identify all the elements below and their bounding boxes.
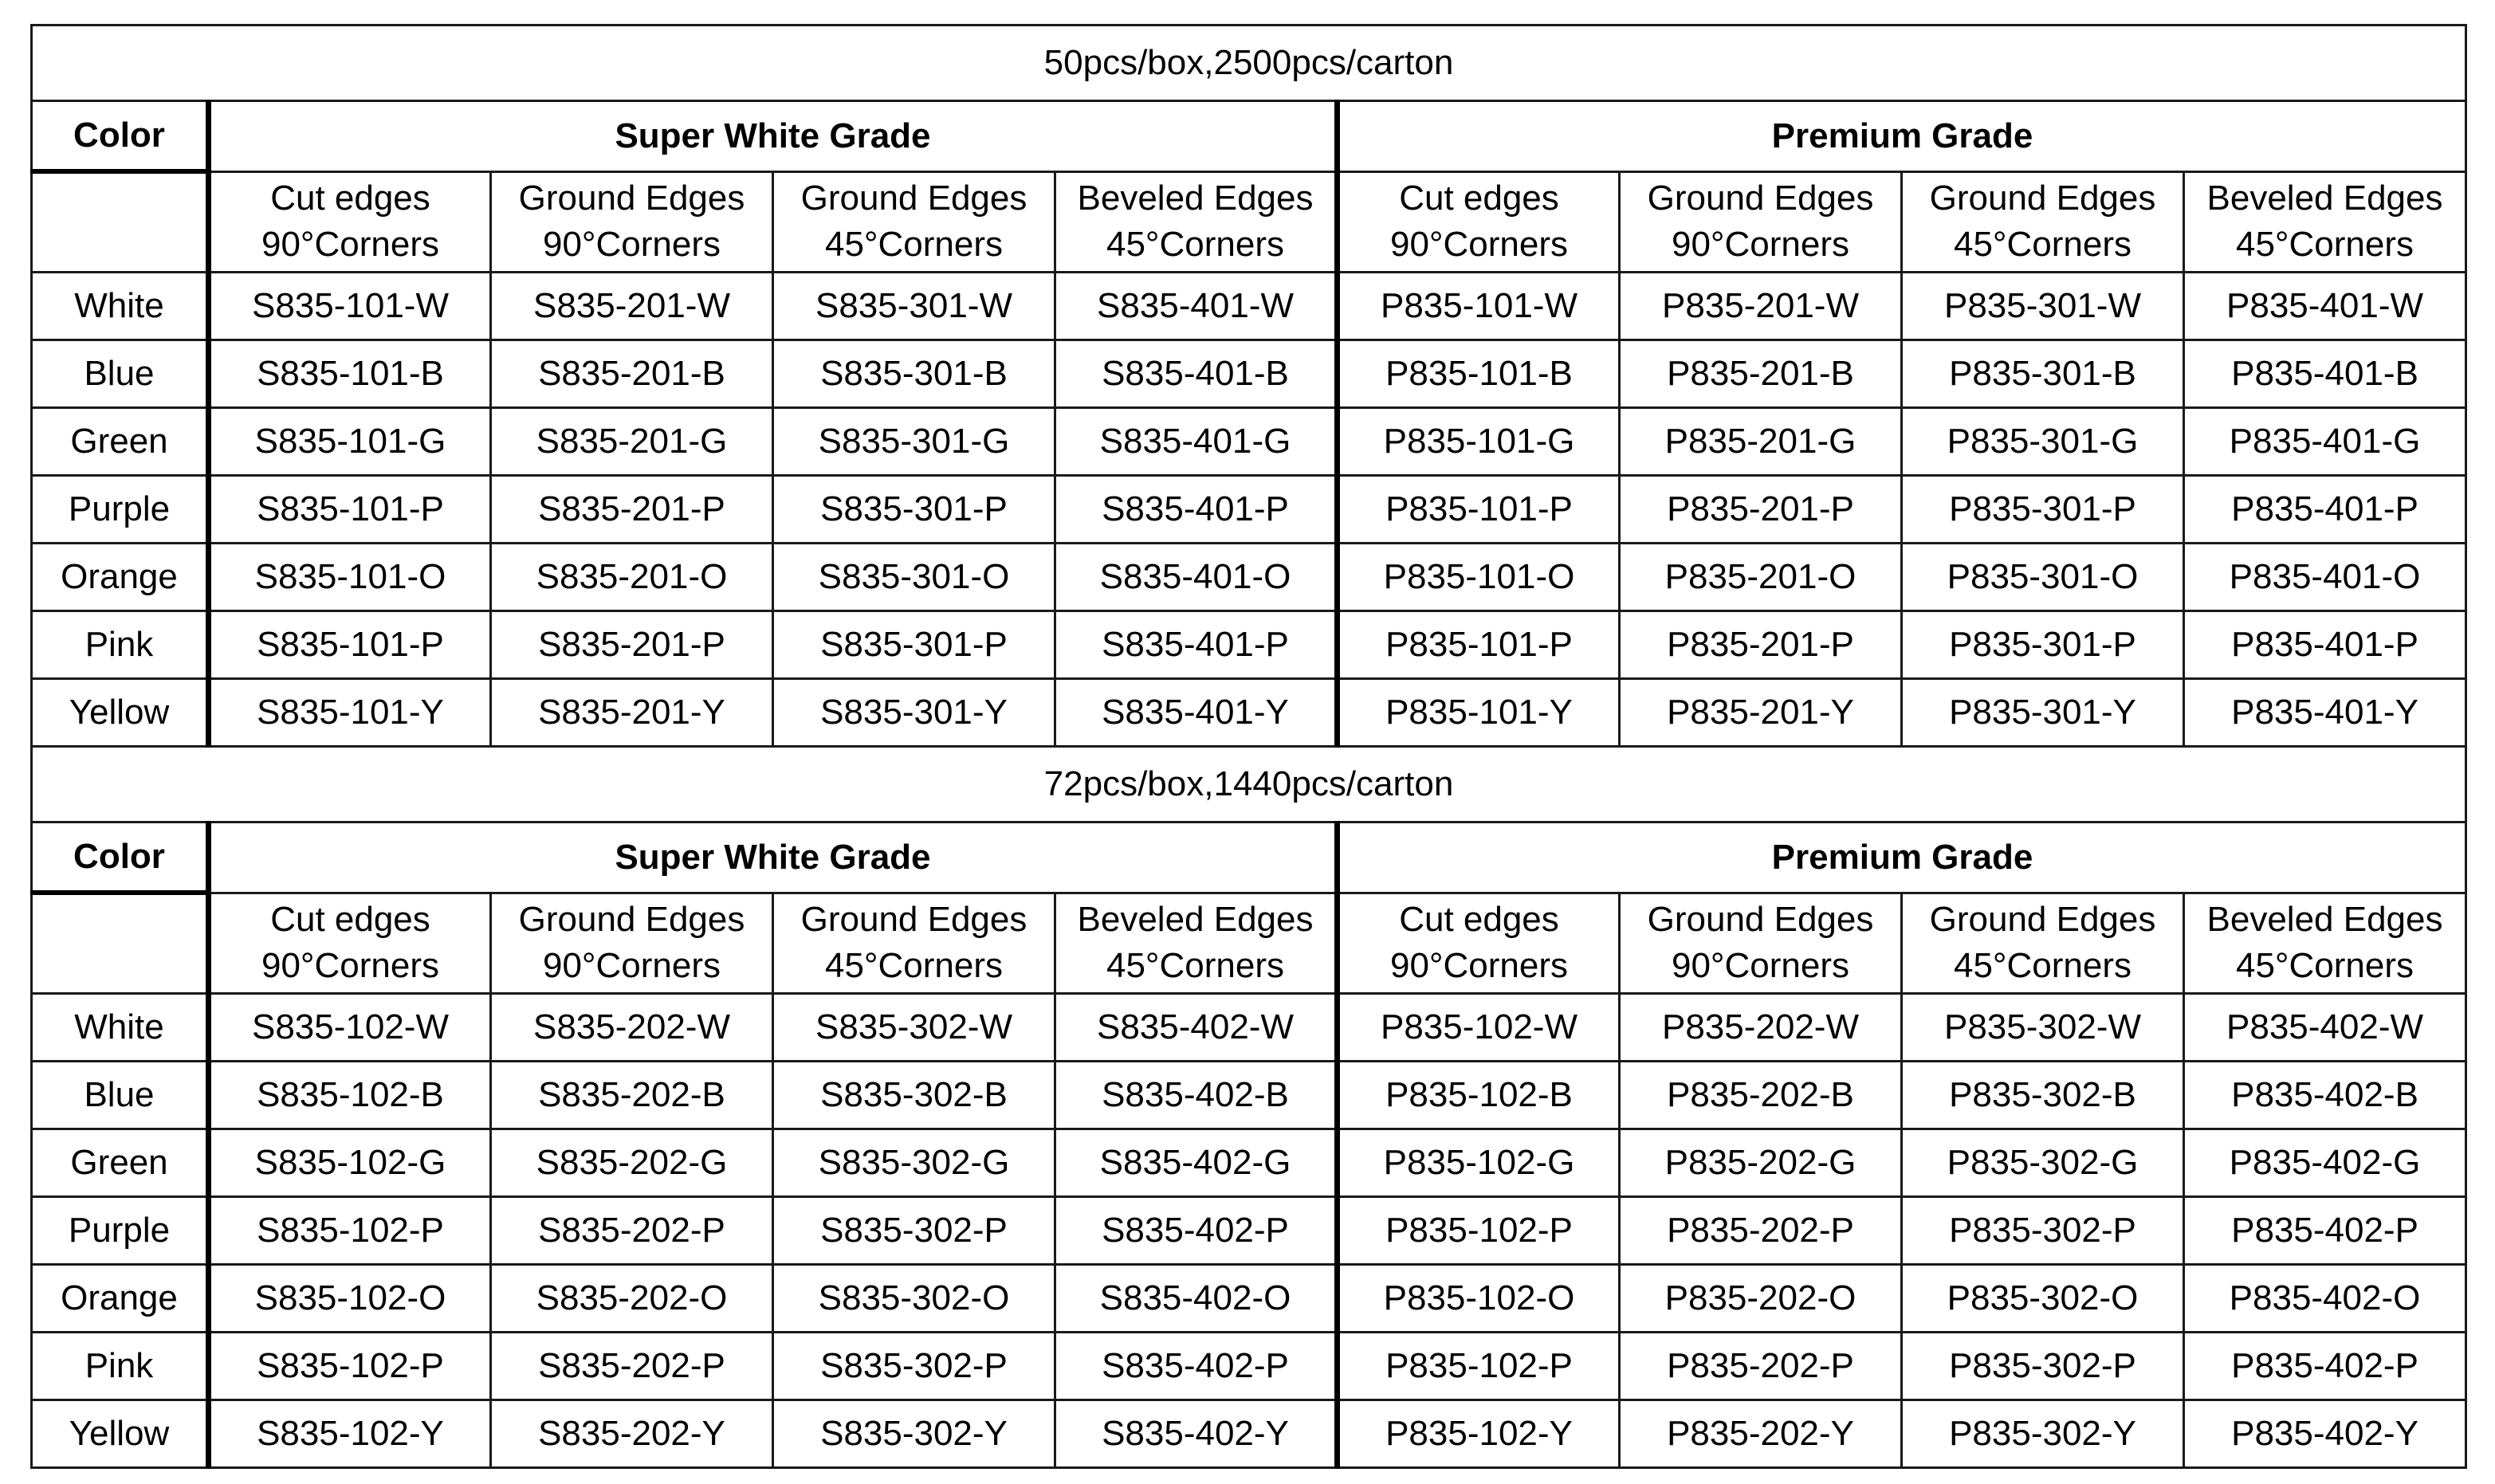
product-code-cell: S835-402-O [1055,1265,1338,1333]
product-code-cell: S835-201-G [491,408,773,476]
grade-header-row [32,822,2466,893]
product-code-cell: P835-301-G [1902,408,2184,476]
product-code-cell: P835-302-P [1902,1197,2184,1265]
product-code-cell: P835-202-P [1620,1333,1902,1400]
product-code-cell: P835-201-Y [1620,679,1902,747]
product-code-cell: S835-102-B [209,1062,491,1129]
color-name-cell: White [32,273,209,340]
edge-type-label: Cut edges [1399,179,1559,218]
product-code-cell: S835-202-P [491,1333,773,1400]
table-row [32,408,2466,476]
product-code-cell: S835-302-W [773,994,1055,1062]
product-code-cell: P835-401-P [2184,476,2466,544]
product-code-cell: S835-201-Y [491,679,773,747]
product-code-cell: P835-101-P [1338,611,1620,679]
product-code-table [30,24,2467,1469]
product-code-cell: S835-401-Y [1055,679,1338,747]
table-row [32,994,2466,1062]
edge-type-header-row [32,171,2466,273]
product-code-cell: S835-102-P [209,1333,491,1400]
product-code-cell: S835-201-P [491,476,773,544]
color-name-cell: Yellow [32,1400,209,1468]
product-code-cell: P835-402-P [2184,1333,2466,1400]
product-code-cell: P835-301-W [1902,273,2184,340]
edge-type-label: Cut edges [1399,900,1559,940]
product-code-cell: S835-301-Y [773,679,1055,747]
product-code-cell: S835-301-O [773,544,1055,611]
product-code-cell: P835-302-O [1902,1265,2184,1333]
corner-type-label: 45°Corners [1106,225,1285,265]
product-code-cell: S835-101-W [209,273,491,340]
table-row [32,1265,2466,1333]
product-code-cell: P835-302-P [1902,1333,2184,1400]
corner-type-label: 90°Corners [261,946,440,986]
corner-type-label: 90°Corners [1389,225,1569,265]
edge-type-header [1620,893,1902,994]
color-name-cell: Green [32,408,209,476]
edge-type-header [1338,893,1620,994]
corner-type-label: 90°Corners [261,225,440,265]
edge-type-label: Ground Edges [800,179,1027,218]
product-code-cell: P835-101-B [1338,340,1620,408]
product-code-cell: P835-301-B [1902,340,2184,408]
product-code-cell: S835-101-G [209,408,491,476]
product-code-cell: P835-401-B [2184,340,2466,408]
product-code-cell: S835-202-O [491,1265,773,1333]
edge-type-header [2184,893,2466,994]
edge-type-header [491,171,773,273]
product-code-cell: P835-201-B [1620,340,1902,408]
corner-type-label: 45°Corners [2235,225,2414,265]
edge-type-label: Ground Edges [1929,179,2156,218]
edge-type-header [491,893,773,994]
product-code-cell: S835-401-G [1055,408,1338,476]
edge-type-header-row [32,893,2466,994]
product-code-cell: S835-202-Y [491,1400,773,1468]
product-code-cell: P835-402-G [2184,1129,2466,1197]
product-code-cell: P835-402-W [2184,994,2466,1062]
product-code-cell: S835-402-W [1055,994,1338,1062]
empty-corner-cell [32,893,209,994]
product-code-cell: P835-401-Y [2184,679,2466,747]
product-code-cell: S835-401-B [1055,340,1338,408]
corner-type-label: 45°Corners [824,225,1004,265]
product-code-cell: S835-102-W [209,994,491,1062]
product-code-cell: S835-401-W [1055,273,1338,340]
product-code-cell: S835-302-Y [773,1400,1055,1468]
product-code-cell: S835-402-G [1055,1129,1338,1197]
product-code-cell: S835-401-P [1055,476,1338,544]
color-name-cell: Orange [32,1265,209,1333]
product-code-cell: P835-301-O [1902,544,2184,611]
product-code-cell: S835-302-G [773,1129,1055,1197]
product-code-cell: S835-202-W [491,994,773,1062]
corner-type-label: 45°Corners [1106,946,1285,986]
color-column-header: Color [32,822,209,893]
product-code-cell: P835-201-W [1620,273,1902,340]
product-code-cell: S835-201-P [491,611,773,679]
packaging-row [32,26,2466,101]
grade-header-super-white: Super White Grade [209,101,1338,172]
grade-header-row [32,101,2466,172]
product-code-cell: P835-102-O [1338,1265,1620,1333]
product-code-cell: S835-102-G [209,1129,491,1197]
product-code-cell: P835-202-G [1620,1129,1902,1197]
product-code-cell: P835-101-G [1338,408,1620,476]
product-code-cell: S835-301-W [773,273,1055,340]
product-code-cell: S835-402-P [1055,1333,1338,1400]
product-code-cell: S835-302-P [773,1333,1055,1400]
product-code-cell: S835-102-O [209,1265,491,1333]
product-code-cell: P835-302-W [1902,994,2184,1062]
table-row [32,340,2466,408]
color-name-cell: Yellow [32,679,209,747]
product-code-cell: S835-101-B [209,340,491,408]
product-code-cell: S835-201-B [491,340,773,408]
product-code-cell: P835-302-B [1902,1062,2184,1129]
edge-type-label: Beveled Edges [2206,900,2443,940]
edge-type-label: Cut edges [270,179,430,218]
color-name-cell: Blue [32,1062,209,1129]
product-code-cell: S835-401-P [1055,611,1338,679]
product-code-cell: S835-301-G [773,408,1055,476]
product-code-cell: P835-102-P [1338,1333,1620,1400]
table-row [32,1129,2466,1197]
product-code-cell: P835-302-G [1902,1129,2184,1197]
corner-type-label: 90°Corners [542,946,721,986]
product-code-cell: P835-202-O [1620,1265,1902,1333]
product-code-cell: S835-201-O [491,544,773,611]
grade-header-super-white: Super White Grade [209,822,1338,893]
product-code-cell: S835-402-Y [1055,1400,1338,1468]
product-code-cell: S835-302-O [773,1265,1055,1333]
product-code-cell: P835-202-Y [1620,1400,1902,1468]
product-code-cell: P835-202-W [1620,994,1902,1062]
edge-type-header [773,893,1055,994]
table-row [32,611,2466,679]
product-code-cell: P835-202-P [1620,1197,1902,1265]
product-code-cell: P835-401-P [2184,611,2466,679]
edge-type-header [209,171,491,273]
product-code-cell: S835-202-B [491,1062,773,1129]
edge-type-label: Cut edges [270,900,430,940]
color-column-header: Color [32,101,209,172]
product-code-cell: P835-401-O [2184,544,2466,611]
color-name-cell: Blue [32,340,209,408]
product-code-cell: P835-301-P [1902,611,2184,679]
product-code-cell: S835-101-P [209,476,491,544]
color-name-cell: Pink [32,1333,209,1400]
corner-type-label: 90°Corners [542,225,721,265]
product-code-cell: P835-201-G [1620,408,1902,476]
edge-type-header [1055,171,1338,273]
grade-header-premium: Premium Grade [1338,101,2466,172]
product-code-cell: S835-102-P [209,1197,491,1265]
corner-type-label: 90°Corners [1389,946,1569,986]
table-row [32,1197,2466,1265]
edge-type-label: Ground Edges [518,179,745,218]
product-code-cell: S835-301-P [773,476,1055,544]
product-code-cell: P835-102-G [1338,1129,1620,1197]
product-code-cell: S835-301-P [773,611,1055,679]
product-code-cell: S835-302-P [773,1197,1055,1265]
packaging-label: 72pcs/box,1440pcs/carton [32,747,2466,822]
product-code-cell: P835-102-W [1338,994,1620,1062]
product-code-cell: S835-101-Y [209,679,491,747]
edge-type-label: Ground Edges [1647,900,1874,940]
product-code-cell: P835-301-P [1902,476,2184,544]
product-code-cell: P835-401-G [2184,408,2466,476]
packaging-label: 50pcs/box,2500pcs/carton [32,26,2466,101]
product-code-cell: S835-101-O [209,544,491,611]
product-code-cell: P835-402-O [2184,1265,2466,1333]
color-name-cell: Orange [32,544,209,611]
edge-type-header [1902,171,2184,273]
color-name-cell: Purple [32,476,209,544]
corner-type-label: 45°Corners [2235,946,2414,986]
corner-type-label: 45°Corners [1953,946,2132,986]
color-name-cell: Purple [32,1197,209,1265]
edge-type-label: Beveled Edges [1077,179,1314,218]
product-code-cell: S835-102-Y [209,1400,491,1468]
product-code-cell: P835-101-W [1338,273,1620,340]
product-code-cell: P835-102-Y [1338,1400,1620,1468]
product-code-cell: P835-302-Y [1902,1400,2184,1468]
product-code-cell: P835-102-B [1338,1062,1620,1129]
corner-type-label: 45°Corners [824,946,1004,986]
product-code-cell: S835-401-O [1055,544,1338,611]
edge-type-header [1338,171,1620,273]
product-code-cell: P835-101-O [1338,544,1620,611]
product-code-cell: P835-201-P [1620,611,1902,679]
edge-type-label: Ground Edges [1647,179,1874,218]
product-code-cell: P835-101-Y [1338,679,1620,747]
product-code-cell: P835-202-B [1620,1062,1902,1129]
color-name-cell: Green [32,1129,209,1197]
product-code-cell: P835-402-Y [2184,1400,2466,1468]
table-row [32,1333,2466,1400]
product-code-cell: P835-401-W [2184,273,2466,340]
edge-type-label: Beveled Edges [1077,900,1314,940]
product-code-cell: P835-402-B [2184,1062,2466,1129]
edge-type-header [1620,171,1902,273]
color-name-cell: Pink [32,611,209,679]
product-code-cell: S835-202-P [491,1197,773,1265]
table-row [32,273,2466,340]
product-code-cell: S835-202-G [491,1129,773,1197]
product-code-cell: P835-102-P [1338,1197,1620,1265]
table-row [32,1400,2466,1468]
product-code-cell: P835-201-P [1620,476,1902,544]
product-code-cell: S835-101-P [209,611,491,679]
edge-type-label: Ground Edges [800,900,1027,940]
product-code-cell: S835-402-B [1055,1062,1338,1129]
edge-type-header [209,893,491,994]
edge-type-header [773,171,1055,273]
product-code-cell: S835-301-B [773,340,1055,408]
corner-type-label: 90°Corners [1671,946,1850,986]
edge-type-header [1055,893,1338,994]
grade-header-premium: Premium Grade [1338,822,2466,893]
product-code-cell: P835-101-P [1338,476,1620,544]
corner-type-label: 90°Corners [1671,225,1850,265]
packaging-row [32,747,2466,822]
product-code-cell: S835-402-P [1055,1197,1338,1265]
table-row [32,1062,2466,1129]
color-name-cell: White [32,994,209,1062]
edge-type-header [2184,171,2466,273]
product-code-cell: P835-201-O [1620,544,1902,611]
table-row [32,679,2466,747]
product-code-cell: P835-402-P [2184,1197,2466,1265]
edge-type-label: Beveled Edges [2206,179,2443,218]
table-row [32,476,2466,544]
edge-type-label: Ground Edges [518,900,745,940]
edge-type-header [1902,893,2184,994]
empty-corner-cell [32,171,209,273]
product-code-cell: S835-201-W [491,273,773,340]
table-row [32,544,2466,611]
table-body [32,26,2466,1468]
product-code-cell: P835-301-Y [1902,679,2184,747]
product-code-cell: S835-302-B [773,1062,1055,1129]
edge-type-label: Ground Edges [1929,900,2156,940]
corner-type-label: 45°Corners [1953,225,2132,265]
